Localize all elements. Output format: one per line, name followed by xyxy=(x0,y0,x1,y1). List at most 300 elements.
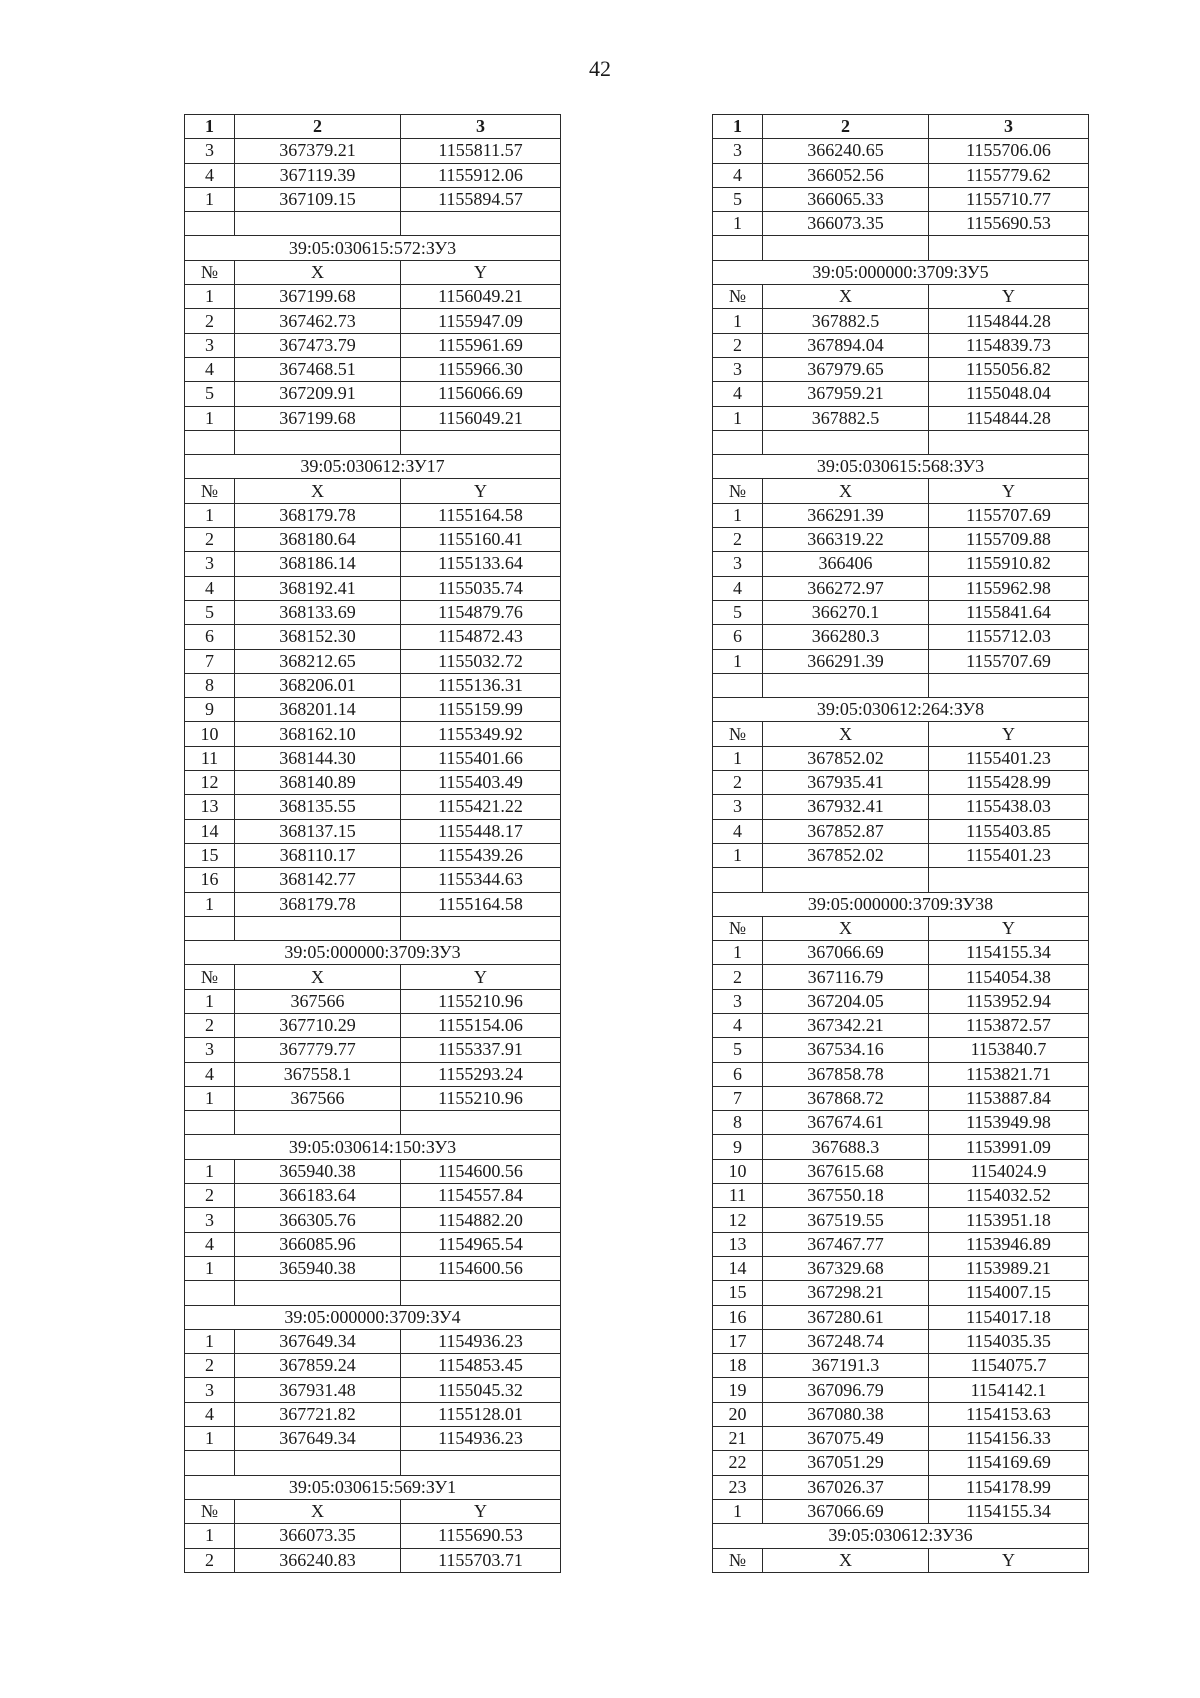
y-coordinate-cell: 1155344.63 xyxy=(401,868,561,892)
x-coordinate-cell: X xyxy=(235,260,401,284)
point-number-cell: 4 xyxy=(185,1402,235,1426)
table-row xyxy=(713,212,1089,236)
x-coordinate-cell: 367248.74 xyxy=(763,1329,929,1353)
y-coordinate-cell: 1155779.62 xyxy=(929,163,1089,187)
table-row xyxy=(185,819,561,843)
empty-cell xyxy=(185,916,235,940)
table-row xyxy=(713,600,1089,624)
table-row xyxy=(185,1548,561,1572)
table-row xyxy=(185,989,561,1013)
point-number-cell: 15 xyxy=(185,843,235,867)
y-coordinate-cell: 1153949.98 xyxy=(929,1111,1089,1135)
point-number-cell: 3 xyxy=(185,552,235,576)
table-row xyxy=(713,1329,1089,1353)
table-row xyxy=(185,698,561,722)
x-coordinate-cell: 367615.68 xyxy=(763,1159,929,1183)
y-coordinate-cell: 1156049.21 xyxy=(401,406,561,430)
y-coordinate-cell: 1155048.04 xyxy=(929,382,1089,406)
y-coordinate-cell: 1155710.77 xyxy=(929,187,1089,211)
y-coordinate-cell: 1155947.09 xyxy=(401,309,561,333)
y-coordinate-cell: 1154178.99 xyxy=(929,1475,1089,1499)
table-row xyxy=(185,382,561,406)
table-row xyxy=(713,1135,1089,1159)
y-coordinate-cell: 1155709.88 xyxy=(929,528,1089,552)
x-coordinate-cell: 367894.04 xyxy=(763,333,929,357)
cadastral-number-cell: 39:05:030612:ЗУ36 xyxy=(713,1524,1089,1548)
table-row xyxy=(713,309,1089,333)
point-number-cell: № xyxy=(185,1499,235,1523)
table-row xyxy=(713,1548,1089,1572)
y-coordinate-cell: 1154600.56 xyxy=(401,1159,561,1183)
table-row xyxy=(713,163,1089,187)
point-number-cell: 4 xyxy=(713,576,763,600)
x-coordinate-cell: X xyxy=(763,722,929,746)
table-row xyxy=(713,333,1089,357)
y-coordinate-cell: 1155337.91 xyxy=(401,1038,561,1062)
point-number-cell: 1 xyxy=(185,1427,235,1451)
x-coordinate-cell: 366065.33 xyxy=(763,187,929,211)
point-number-cell: 1 xyxy=(713,309,763,333)
empty-cell xyxy=(185,430,235,454)
point-number-cell: 2 xyxy=(185,1013,235,1037)
point-number-cell: 7 xyxy=(185,649,235,673)
empty-cell xyxy=(401,916,561,940)
empty-cell xyxy=(401,1111,561,1135)
table-row xyxy=(185,1062,561,1086)
empty-cell xyxy=(401,1451,561,1475)
x-coordinate-cell: 367550.18 xyxy=(763,1184,929,1208)
point-number-cell: 2 xyxy=(713,771,763,795)
table-row xyxy=(713,916,1089,940)
y-coordinate-cell: 1154882.20 xyxy=(401,1208,561,1232)
x-coordinate-cell: 368201.14 xyxy=(235,698,401,722)
table-row xyxy=(185,139,561,163)
table-row xyxy=(713,843,1089,867)
y-coordinate-cell: 1155421.22 xyxy=(401,795,561,819)
point-number-cell: 4 xyxy=(185,1232,235,1256)
table-row xyxy=(185,1402,561,1426)
table-row xyxy=(185,1208,561,1232)
point-number-cell: 6 xyxy=(713,1062,763,1086)
table-row xyxy=(713,1159,1089,1183)
x-coordinate-cell: 367468.51 xyxy=(235,357,401,381)
point-number-cell: 23 xyxy=(713,1475,763,1499)
y-coordinate-cell: 1154965.54 xyxy=(401,1232,561,1256)
x-coordinate-cell: 368179.78 xyxy=(235,503,401,527)
column-number-cell: 3 xyxy=(401,115,561,139)
point-number-cell: 1 xyxy=(713,1499,763,1523)
cadastral-number-cell: 39:05:030612:264:ЗУ8 xyxy=(713,698,1089,722)
x-coordinate-cell: 366319.22 xyxy=(763,528,929,552)
x-coordinate-cell: 367858.78 xyxy=(763,1062,929,1086)
table-row xyxy=(713,406,1089,430)
x-coordinate-cell: 367882.5 xyxy=(763,406,929,430)
x-coordinate-cell: 367674.61 xyxy=(763,1111,929,1135)
y-coordinate-cell: 1155841.64 xyxy=(929,600,1089,624)
y-coordinate-cell: Y xyxy=(401,260,561,284)
x-coordinate-cell: 367467.77 xyxy=(763,1232,929,1256)
x-coordinate-cell: X xyxy=(763,285,929,309)
table-row xyxy=(185,333,561,357)
table-row xyxy=(185,503,561,527)
y-coordinate-cell: 1154054.38 xyxy=(929,965,1089,989)
cadastral-number-cell: 39:05:000000:3709:ЗУ5 xyxy=(713,260,1089,284)
y-coordinate-cell: 1155707.69 xyxy=(929,503,1089,527)
point-number-cell: 6 xyxy=(713,625,763,649)
x-coordinate-cell: 367779.77 xyxy=(235,1038,401,1062)
x-coordinate-cell: X xyxy=(763,916,929,940)
point-number-cell: 3 xyxy=(713,139,763,163)
x-coordinate-cell: 367649.34 xyxy=(235,1329,401,1353)
y-coordinate-cell: 1154844.28 xyxy=(929,309,1089,333)
table-row xyxy=(185,1378,561,1402)
x-coordinate-cell: 366291.39 xyxy=(763,649,929,673)
section-header-row xyxy=(713,455,1089,479)
y-coordinate-cell: 1154169.69 xyxy=(929,1451,1089,1475)
x-coordinate-cell: 367882.5 xyxy=(763,309,929,333)
empty-cell xyxy=(401,212,561,236)
x-coordinate-cell: 366305.76 xyxy=(235,1208,401,1232)
x-coordinate-cell: 366085.96 xyxy=(235,1232,401,1256)
point-number-cell: 1 xyxy=(713,212,763,236)
point-number-cell: 14 xyxy=(713,1256,763,1280)
y-coordinate-cell: 1154936.23 xyxy=(401,1427,561,1451)
y-coordinate-cell: 1155428.99 xyxy=(929,771,1089,795)
x-coordinate-cell: 368192.41 xyxy=(235,576,401,600)
x-coordinate-cell: 367558.1 xyxy=(235,1062,401,1086)
empty-cell xyxy=(763,868,929,892)
y-coordinate-cell: 1153840.7 xyxy=(929,1038,1089,1062)
empty-cell xyxy=(929,868,1089,892)
blank-row xyxy=(713,868,1089,892)
x-coordinate-cell: 366280.3 xyxy=(763,625,929,649)
x-coordinate-cell: 368133.69 xyxy=(235,600,401,624)
point-number-cell: 1 xyxy=(185,503,235,527)
y-coordinate-cell: 1155448.17 xyxy=(401,819,561,843)
y-coordinate-cell: 1155032.72 xyxy=(401,649,561,673)
y-coordinate-cell: 1155133.64 xyxy=(401,552,561,576)
point-number-cell: 5 xyxy=(185,382,235,406)
point-number-cell: 2 xyxy=(185,1354,235,1378)
point-number-cell: 2 xyxy=(185,309,235,333)
y-coordinate-cell: 1156066.69 xyxy=(401,382,561,406)
column-number-cell: 2 xyxy=(235,115,401,139)
point-number-cell: 6 xyxy=(185,625,235,649)
point-number-cell: 18 xyxy=(713,1354,763,1378)
cadastral-number-cell: 39:05:030612:ЗУ17 xyxy=(185,455,561,479)
point-number-cell: 8 xyxy=(713,1111,763,1135)
blank-row xyxy=(185,1451,561,1475)
x-coordinate-cell: 367199.68 xyxy=(235,406,401,430)
table-row xyxy=(713,1013,1089,1037)
table-row xyxy=(185,1038,561,1062)
column-number-cell: 3 xyxy=(929,115,1089,139)
y-coordinate-cell: 1153887.84 xyxy=(929,1086,1089,1110)
y-coordinate-cell: 1154936.23 xyxy=(401,1329,561,1353)
table-row xyxy=(185,965,561,989)
empty-cell xyxy=(185,1451,235,1475)
point-number-cell: 3 xyxy=(185,1378,235,1402)
point-number-cell: 1 xyxy=(713,941,763,965)
y-coordinate-cell: 1155401.23 xyxy=(929,746,1089,770)
y-coordinate-cell: 1154557.84 xyxy=(401,1184,561,1208)
point-number-cell: 5 xyxy=(713,187,763,211)
table-row xyxy=(713,795,1089,819)
table-row xyxy=(713,552,1089,576)
table-row xyxy=(713,187,1089,211)
table-row xyxy=(185,357,561,381)
x-coordinate-cell: X xyxy=(235,479,401,503)
y-coordinate-cell: 1153991.09 xyxy=(929,1135,1089,1159)
table-row xyxy=(713,649,1089,673)
coordinates-table-body xyxy=(713,115,1089,1573)
y-coordinate-cell: Y xyxy=(929,722,1089,746)
point-number-cell: 1 xyxy=(185,989,235,1013)
x-coordinate-cell: 368186.14 xyxy=(235,552,401,576)
empty-cell xyxy=(185,212,235,236)
x-coordinate-cell: 367280.61 xyxy=(763,1305,929,1329)
point-number-cell: 14 xyxy=(185,819,235,843)
table-row xyxy=(185,868,561,892)
y-coordinate-cell: 1154872.43 xyxy=(401,625,561,649)
point-number-cell: 1 xyxy=(185,1086,235,1110)
x-coordinate-cell: 366240.65 xyxy=(763,139,929,163)
x-coordinate-cell: 367116.79 xyxy=(763,965,929,989)
table-row xyxy=(185,1184,561,1208)
table-row xyxy=(185,1354,561,1378)
y-coordinate-cell: 1155438.03 xyxy=(929,795,1089,819)
table-row xyxy=(713,1378,1089,1402)
blank-row xyxy=(713,236,1089,260)
x-coordinate-cell: 367191.3 xyxy=(763,1354,929,1378)
x-coordinate-cell: 367710.29 xyxy=(235,1013,401,1037)
empty-cell xyxy=(929,430,1089,454)
point-number-cell: 1 xyxy=(185,187,235,211)
table-row xyxy=(185,1524,561,1548)
section-header-row xyxy=(185,236,561,260)
x-coordinate-cell: 368137.15 xyxy=(235,819,401,843)
y-coordinate-cell: 1155293.24 xyxy=(401,1062,561,1086)
y-coordinate-cell: 1154853.45 xyxy=(401,1354,561,1378)
y-coordinate-cell: Y xyxy=(401,965,561,989)
point-number-cell: 1 xyxy=(713,649,763,673)
y-coordinate-cell: Y xyxy=(401,479,561,503)
y-coordinate-cell: 1155164.58 xyxy=(401,892,561,916)
y-coordinate-cell: 1155712.03 xyxy=(929,625,1089,649)
empty-cell xyxy=(235,916,401,940)
section-header-row xyxy=(185,1305,561,1329)
table-row xyxy=(713,503,1089,527)
table-row xyxy=(185,1159,561,1183)
y-coordinate-cell: 1154153.63 xyxy=(929,1402,1089,1426)
point-number-cell: 3 xyxy=(713,552,763,576)
x-coordinate-cell: 366406 xyxy=(763,552,929,576)
y-coordinate-cell: 1155912.06 xyxy=(401,163,561,187)
y-coordinate-cell: 1156049.21 xyxy=(401,285,561,309)
y-coordinate-cell: 1155160.41 xyxy=(401,528,561,552)
table-row xyxy=(713,1208,1089,1232)
empty-cell xyxy=(235,430,401,454)
y-coordinate-cell: 1155811.57 xyxy=(401,139,561,163)
table-row xyxy=(713,479,1089,503)
x-coordinate-cell: 367979.65 xyxy=(763,357,929,381)
table-row xyxy=(185,1256,561,1280)
table-row xyxy=(185,528,561,552)
x-coordinate-cell: 367329.68 xyxy=(763,1256,929,1280)
x-coordinate-cell: 367566 xyxy=(235,989,401,1013)
x-coordinate-cell: 367852.87 xyxy=(763,819,929,843)
x-coordinate-cell: 367931.48 xyxy=(235,1378,401,1402)
y-coordinate-cell: Y xyxy=(929,916,1089,940)
x-coordinate-cell: X xyxy=(763,1548,929,1572)
cadastral-number-cell: 39:05:030614:150:ЗУ3 xyxy=(185,1135,561,1159)
point-number-cell: 7 xyxy=(713,1086,763,1110)
x-coordinate-cell: 367066.69 xyxy=(763,1499,929,1523)
table-row xyxy=(713,1427,1089,1451)
x-coordinate-cell: 367199.68 xyxy=(235,285,401,309)
page-number: 42 xyxy=(589,56,611,81)
x-coordinate-cell: X xyxy=(763,479,929,503)
empty-cell xyxy=(929,673,1089,697)
y-coordinate-cell: 1154155.34 xyxy=(929,941,1089,965)
table-row xyxy=(185,260,561,284)
point-number-cell: 3 xyxy=(185,1208,235,1232)
y-coordinate-cell: 1155401.66 xyxy=(401,746,561,770)
empty-cell xyxy=(235,1451,401,1475)
table-row xyxy=(713,771,1089,795)
table-row xyxy=(185,187,561,211)
x-coordinate-cell: 367204.05 xyxy=(763,989,929,1013)
section-header-row xyxy=(713,1524,1089,1548)
point-number-cell: 21 xyxy=(713,1427,763,1451)
point-number-cell: 1 xyxy=(713,406,763,430)
y-coordinate-cell: 1155401.23 xyxy=(929,843,1089,867)
empty-cell xyxy=(763,236,929,260)
y-coordinate-cell: 1153989.21 xyxy=(929,1256,1089,1280)
point-number-cell: 3 xyxy=(185,139,235,163)
empty-cell xyxy=(235,1281,401,1305)
point-number-cell: № xyxy=(185,479,235,503)
y-coordinate-cell: Y xyxy=(929,1548,1089,1572)
table-row xyxy=(713,1354,1089,1378)
y-coordinate-cell: 1155159.99 xyxy=(401,698,561,722)
point-number-cell: 4 xyxy=(713,382,763,406)
y-coordinate-cell: 1155056.82 xyxy=(929,357,1089,381)
point-number-cell: 1 xyxy=(185,1256,235,1280)
x-coordinate-cell: 368110.17 xyxy=(235,843,401,867)
x-coordinate-cell: 367051.29 xyxy=(763,1451,929,1475)
coordinates-table-body xyxy=(185,115,561,1573)
point-number-cell: 1 xyxy=(185,406,235,430)
point-number-cell: 22 xyxy=(713,1451,763,1475)
table-row xyxy=(713,1281,1089,1305)
point-number-cell: 4 xyxy=(185,357,235,381)
point-number-cell: 13 xyxy=(185,795,235,819)
y-coordinate-cell: Y xyxy=(929,479,1089,503)
point-number-cell: № xyxy=(713,479,763,503)
point-number-cell: № xyxy=(713,916,763,940)
y-coordinate-cell: 1154879.76 xyxy=(401,600,561,624)
y-coordinate-cell: 1153952.94 xyxy=(929,989,1089,1013)
cadastral-number-cell: 39:05:000000:3709:ЗУ4 xyxy=(185,1305,561,1329)
x-coordinate-cell: 367649.34 xyxy=(235,1427,401,1451)
point-number-cell: 2 xyxy=(185,1184,235,1208)
empty-cell xyxy=(713,868,763,892)
empty-cell xyxy=(929,236,1089,260)
x-coordinate-cell: 367859.24 xyxy=(235,1354,401,1378)
table-row xyxy=(185,722,561,746)
y-coordinate-cell: 1155690.53 xyxy=(929,212,1089,236)
y-coordinate-cell: 1153872.57 xyxy=(929,1013,1089,1037)
point-number-cell: 5 xyxy=(713,600,763,624)
empty-cell xyxy=(235,1111,401,1135)
point-number-cell: 8 xyxy=(185,673,235,697)
table-row xyxy=(185,673,561,697)
x-coordinate-cell: 367935.41 xyxy=(763,771,929,795)
table-row xyxy=(713,139,1089,163)
x-coordinate-cell: X xyxy=(235,965,401,989)
point-number-cell: 11 xyxy=(185,746,235,770)
table-row xyxy=(713,382,1089,406)
blank-row xyxy=(185,1281,561,1305)
point-number-cell: 1 xyxy=(185,285,235,309)
x-coordinate-cell: 367721.82 xyxy=(235,1402,401,1426)
table-row xyxy=(185,649,561,673)
y-coordinate-cell: 1154075.7 xyxy=(929,1354,1089,1378)
y-coordinate-cell: 1154142.1 xyxy=(929,1378,1089,1402)
x-coordinate-cell: X xyxy=(235,1499,401,1523)
x-coordinate-cell: 367119.39 xyxy=(235,163,401,187)
section-header-row xyxy=(185,1475,561,1499)
table-row xyxy=(185,309,561,333)
point-number-cell: 13 xyxy=(713,1232,763,1256)
table-row xyxy=(713,965,1089,989)
x-coordinate-cell: 367868.72 xyxy=(763,1086,929,1110)
x-coordinate-cell: 367342.21 xyxy=(763,1013,929,1037)
point-number-cell: 1 xyxy=(713,746,763,770)
column-number-cell: 1 xyxy=(713,115,763,139)
empty-cell xyxy=(713,236,763,260)
empty-cell xyxy=(401,430,561,454)
point-number-cell: 3 xyxy=(185,1038,235,1062)
table-row xyxy=(713,1038,1089,1062)
point-number-cell: 1 xyxy=(185,892,235,916)
point-number-cell: № xyxy=(713,722,763,746)
x-coordinate-cell: 366240.83 xyxy=(235,1548,401,1572)
y-coordinate-cell: 1154600.56 xyxy=(401,1256,561,1280)
table-row xyxy=(713,722,1089,746)
y-coordinate-cell: 1155962.98 xyxy=(929,576,1089,600)
table-row xyxy=(185,1013,561,1037)
x-coordinate-cell: 367473.79 xyxy=(235,333,401,357)
y-coordinate-cell: 1154156.33 xyxy=(929,1427,1089,1451)
table-row xyxy=(185,552,561,576)
x-coordinate-cell: 368142.77 xyxy=(235,868,401,892)
point-number-cell: 1 xyxy=(185,1524,235,1548)
table-row xyxy=(185,576,561,600)
y-coordinate-cell: 1155707.69 xyxy=(929,649,1089,673)
x-coordinate-cell: 367096.79 xyxy=(763,1378,929,1402)
y-coordinate-cell: 1155894.57 xyxy=(401,187,561,211)
table-row xyxy=(185,479,561,503)
table-row xyxy=(185,892,561,916)
point-number-cell: 1 xyxy=(185,1329,235,1353)
table-row xyxy=(185,1499,561,1523)
x-coordinate-cell: 365940.38 xyxy=(235,1159,401,1183)
x-coordinate-cell: 367959.21 xyxy=(763,382,929,406)
point-number-cell: 2 xyxy=(713,965,763,989)
table-row xyxy=(185,600,561,624)
